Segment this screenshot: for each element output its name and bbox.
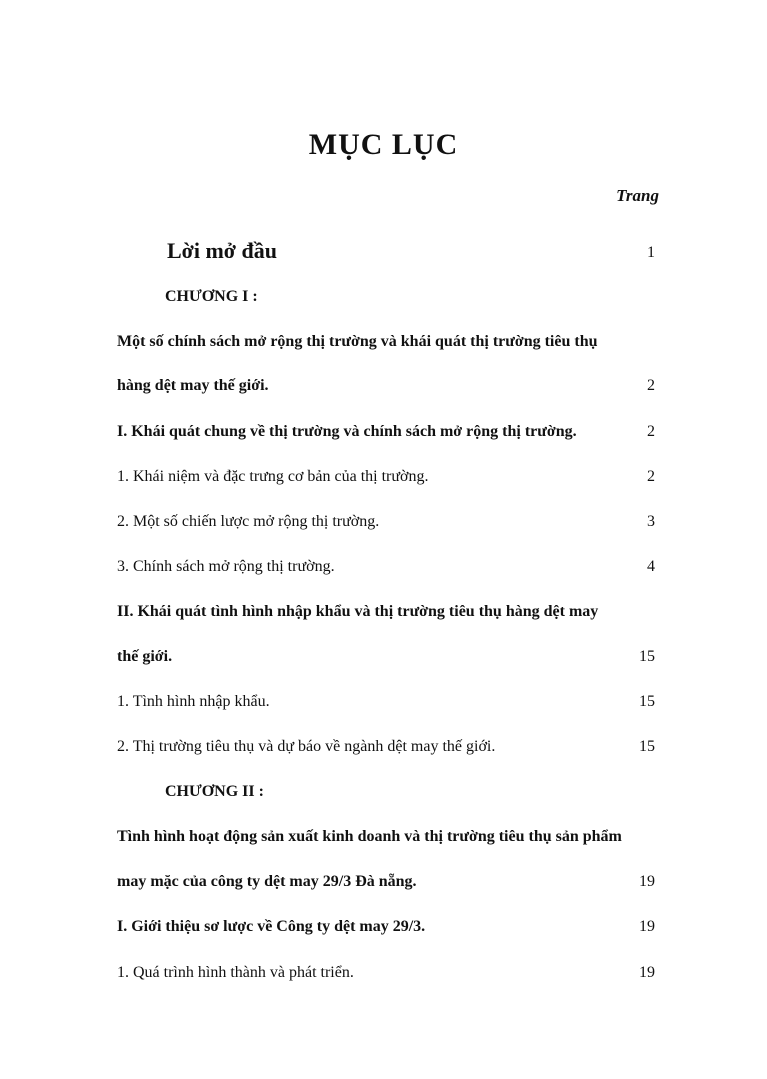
toc-entry-text: CHƯƠNG I : bbox=[165, 288, 258, 305]
toc-entry bbox=[0, 918, 767, 944]
toc-entry-text: thế giới. bbox=[117, 648, 173, 665]
toc-entry bbox=[0, 513, 767, 539]
toc-entry-text: hàng dệt may thế giới. bbox=[117, 377, 269, 394]
toc-entry-text: 1. Quá trình hình thành và phát triển. bbox=[117, 964, 354, 981]
toc-entry-text: I. Khái quát chung về thị trường và chính sách mở rộng thị trường. bbox=[117, 423, 577, 440]
toc-entry bbox=[0, 238, 767, 264]
toc-entry bbox=[0, 468, 767, 494]
toc-entry bbox=[0, 423, 767, 449]
toc-entry bbox=[0, 964, 767, 990]
toc-entry-text: 1. Khái niệm và đặc trưng cơ bản của thị trường. bbox=[117, 468, 429, 485]
toc-entry bbox=[0, 377, 767, 403]
toc-entry-text: may mặc của công ty dệt may 29/3 Đà nẵng. bbox=[117, 873, 417, 890]
toc-entry-text: Tình hình hoạt động sản xuất kinh doanh và thị trường tiêu thụ sản phẩm bbox=[117, 828, 622, 845]
toc-entry-text: I. Giới thiệu sơ lược về Công ty dệt may 29/3. bbox=[117, 918, 426, 935]
toc-entry bbox=[0, 738, 767, 764]
toc-entry bbox=[0, 693, 767, 719]
toc-entry-page: 15 bbox=[639, 693, 655, 710]
toc-entry bbox=[0, 873, 767, 899]
toc-entry-text: CHƯƠNG II : bbox=[165, 783, 264, 800]
toc-entry-page: 15 bbox=[639, 738, 655, 755]
toc-entry-text: Một số chính sách mở rộng thị trường và khái quát thị trường tiêu thụ bbox=[117, 333, 598, 350]
toc-entry-page: 1 bbox=[647, 244, 655, 261]
toc-entry-page: 19 bbox=[639, 964, 655, 981]
toc-entry-page: 4 bbox=[647, 558, 655, 575]
toc-entry-page: 2 bbox=[647, 377, 655, 394]
toc-entry-text: 2. Một số chiến lược mở rộng thị trường. bbox=[117, 513, 380, 530]
toc-entry-page: 2 bbox=[647, 468, 655, 485]
toc-chapter-heading bbox=[0, 288, 767, 314]
toc-entry-text: Lời mở đầu bbox=[167, 238, 277, 263]
page-title: MỤC LỤC bbox=[308, 128, 459, 161]
toc-entry bbox=[0, 828, 767, 854]
toc-entry-text: II. Khái quát tình hình nhập khẩu và thị trường tiêu thụ hàng dệt may bbox=[117, 603, 599, 620]
toc-entry-text: 2. Thị trường tiêu thụ và dự báo về ngành dệt may thế giới. bbox=[117, 738, 496, 755]
toc-entry bbox=[0, 648, 767, 674]
toc-entry-page: 15 bbox=[639, 648, 655, 665]
toc-entry-page: 2 bbox=[647, 423, 655, 440]
toc-entry bbox=[0, 603, 767, 629]
page-column-label: Trang bbox=[616, 186, 659, 205]
toc-entry-page: 3 bbox=[647, 513, 655, 530]
toc-entry-page: 19 bbox=[639, 918, 655, 935]
toc-entry bbox=[0, 558, 767, 584]
toc-entry-text: 3. Chính sách mở rộng thị trường. bbox=[117, 558, 335, 575]
toc-entry bbox=[0, 333, 767, 359]
toc-chapter-heading bbox=[0, 783, 767, 809]
toc-entry-text: 1. Tình hình nhập khẩu. bbox=[117, 693, 270, 710]
toc-entry-page: 19 bbox=[639, 873, 655, 890]
